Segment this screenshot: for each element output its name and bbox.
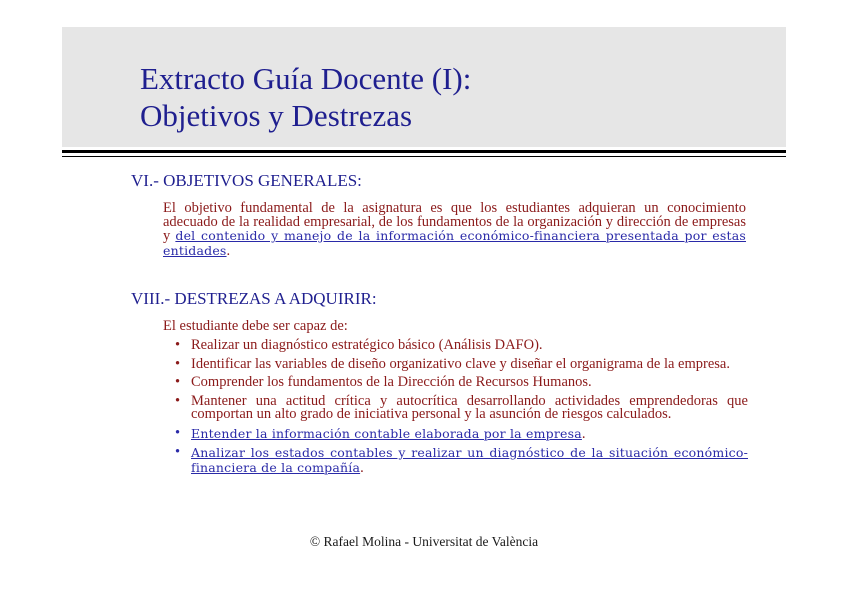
objetivos-end: . [226,242,231,259]
title-rule-thin [62,156,786,157]
bullet-text: Realizar un diagnóstico estratégico básico (Análisis DAFO). [191,337,543,353]
bullet-icon: • [175,337,181,353]
bullet-text: Identificar las variables de diseño organizativo clave y diseñar el organigrama de la empresa. [191,355,730,372]
bullet-link-end: . [581,425,586,442]
list-item [175,339,748,353]
bullet-icon: • [175,355,181,372]
destrezas-intro: El estudiante debe ser capaz de: [163,318,348,334]
bullet-icon: • [175,374,181,390]
section-heading-objetivos: VI.- OBJETIVOS GENERALES: [131,171,362,190]
slide-title [140,60,471,134]
objetivos-text: El objetivo fundamental de la asignatura es que los estudiantes adquieran un conocimiento adecuado de la realidad empresarial, de los fundamentos de la organización y dirección de empresas y [163,200,746,244]
list-item [175,424,748,442]
section-heading-destrezas: VIII.- DESTREZAS A ADQUIRIR: [131,289,377,308]
list-item [175,446,748,475]
objetivos-paragraph [163,202,746,258]
list-item [175,355,748,372]
bullet-text: Comprender los fundamentos de la Dirección de Recursos Humanos. [191,374,592,390]
list-item [175,376,748,390]
title-line-2: Objetivos y Destrezas [140,98,413,133]
bullet-icon: • [175,444,181,460]
bullet-icon: • [175,424,181,441]
bullet-text: Mantener una actitud crítica y autocrítica desarrollando actividades emprendedoras que comportan un alto grado de iniciativa personal y la asunción de riesgos calculados. [191,392,748,422]
footer-copyright: © Rafael Molina - Universitat de València [309,534,539,549]
bullet-link[interactable]: Entender la información contable elaborada por la empresa [191,425,582,441]
bullet-link-end: . [360,459,364,476]
title-line-1: Extracto Guía Docente (I): [140,61,472,96]
bullet-link[interactable]: Analizar los estados contables y realizar un diagnóstico de la situación económico-financiera de la compañía [191,445,748,475]
bullet-icon: • [175,392,181,409]
destrezas-list [175,339,748,480]
list-item [175,392,748,422]
title-rule-thick [62,150,786,153]
objetivos-link[interactable]: del contenido y manejo de la información económico-financiera presentada por estas entidades [163,228,747,258]
